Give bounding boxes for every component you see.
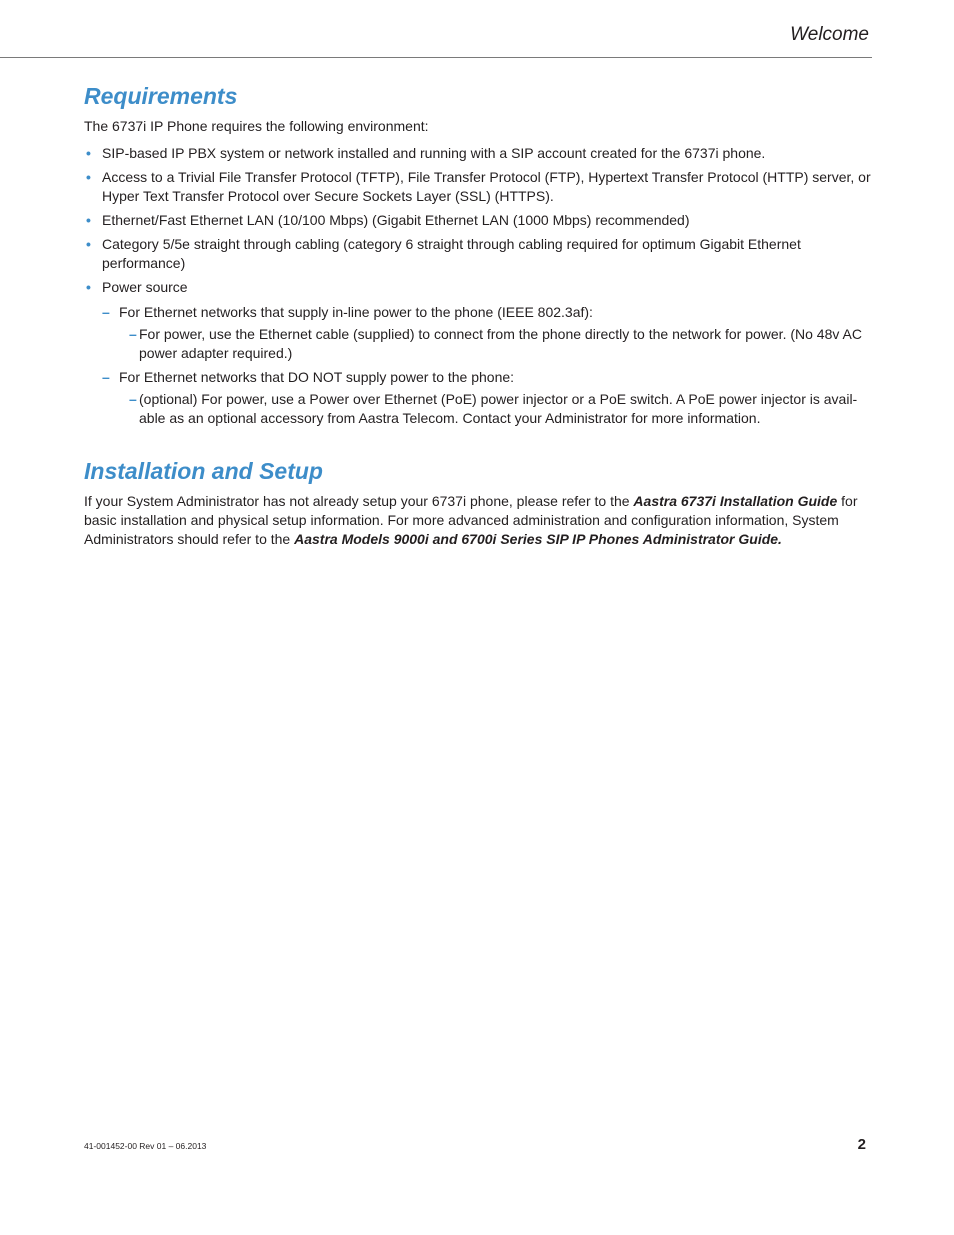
sublist-item <box>102 303 874 363</box>
dash-icon: – <box>129 391 137 407</box>
list-item <box>84 211 874 230</box>
header-divider <box>0 57 872 58</box>
bullet-icon: • <box>86 169 91 185</box>
bullet-icon: • <box>86 279 91 295</box>
detail-item-text: (optional) For power, use a Power over Ethernet (PoE) power injector or a PoE switch. A PoE power injector is avail-able as an optional accessory from Aastra Telecom. Contact your Administrator for more information. <box>139 391 858 426</box>
page-content <box>84 80 874 549</box>
dash-icon: – <box>102 304 110 320</box>
detail-item-text: For power, use the Ethernet cable (supplied) to connect from the phone directly to the network for power. (No 48v AC power adapter required.) <box>139 326 862 361</box>
power-source-sublist <box>102 303 874 428</box>
list-item <box>84 168 874 206</box>
list-item <box>84 144 874 163</box>
running-header-title: Welcome <box>790 24 869 45</box>
dash-icon: – <box>129 326 137 342</box>
bullet-icon: • <box>86 212 91 228</box>
sub-detail-list <box>119 390 874 428</box>
requirements-heading: Requirements <box>84 83 238 109</box>
installation-paragraph <box>84 492 874 549</box>
sub-detail-list <box>119 325 874 363</box>
admin-guide-title: Aastra Models 9000i and 6700i Series SIP IP Phones Administrator Guide. <box>294 531 782 547</box>
installation-guide-title: Aastra 6737i Installation Guide <box>633 493 838 509</box>
footer-document-number: 41-001452-00 Rev 01 – 06.2013 <box>84 1141 207 1151</box>
list-item <box>84 235 874 273</box>
list-item-text: Access to a Trivial File Transfer Protocol (TFTP), File Transfer Protocol (FTP), Hypertext Transfer Protocol (HTTP) server, or Hyper Text Transfer Protocol over Secure Sockets Layer (SSL) (HTTPS). <box>102 169 871 204</box>
requirements-list <box>84 144 874 428</box>
footer-page-number: 2 <box>857 1136 866 1153</box>
list-item-text: Category 5/5e straight through cabling (category 6 straight through cabling required for optimum Gigabit Ethernet performance) <box>102 236 801 271</box>
detail-item <box>119 390 874 428</box>
sublist-item-text: For Ethernet networks that DO NOT supply power to the phone: <box>119 369 515 385</box>
sublist-item-text: For Ethernet networks that supply in-line power to the phone (IEEE 802.3af): <box>119 304 593 320</box>
bullet-icon: • <box>86 145 91 161</box>
sublist-item <box>102 368 874 428</box>
paragraph-text: for basic installation and physical setup information. For more advanced administration and configuration information, System Administrators should refer to the <box>84 493 858 547</box>
installation-section <box>84 455 874 549</box>
installation-heading: Installation and Setup <box>84 458 323 484</box>
dash-icon: – <box>102 369 110 385</box>
detail-item <box>119 325 874 363</box>
list-item-text: SIP-based IP PBX system or network installed and running with a SIP account created for the 6737i phone. <box>102 145 766 161</box>
list-item-text: Power source <box>102 279 188 295</box>
paragraph-text: If your System Administrator has not already setup your 6737i phone, please refer to the <box>84 493 634 509</box>
list-item <box>84 278 874 428</box>
requirements-intro: The 6737i IP Phone requires the following environment: <box>84 118 429 134</box>
bullet-icon: • <box>86 236 91 252</box>
list-item-text: Ethernet/Fast Ethernet LAN (10/100 Mbps) (Gigabit Ethernet LAN (1000 Mbps) recommended) <box>102 212 690 228</box>
